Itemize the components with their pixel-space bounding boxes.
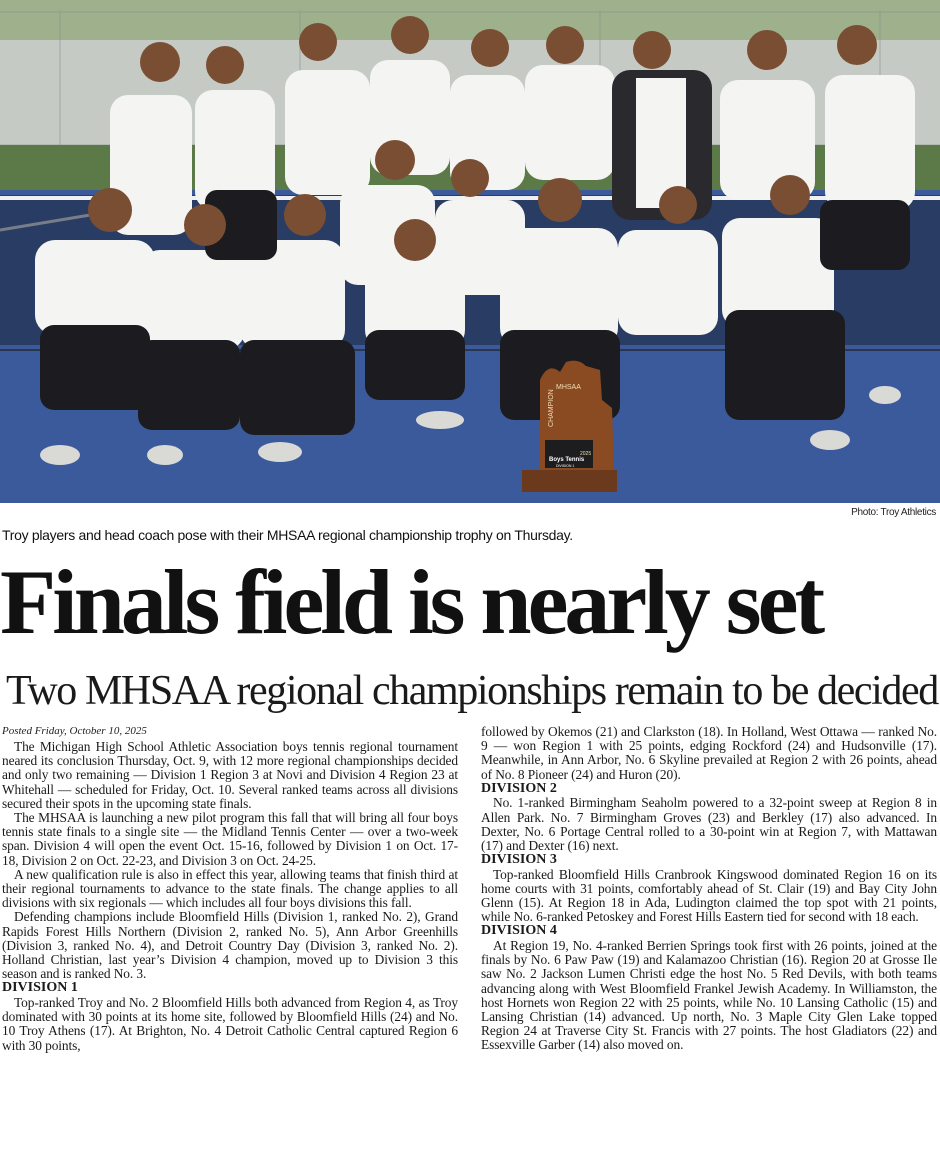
posted-date: Posted Friday, October 10, 2025 xyxy=(2,725,147,737)
body-paragraph: The Michigan High School Athletic Association boys tennis regional tournament neared its conclusion Thursday, Oct. 9, with 12 more regional championships decided and only two remaining — Division 1 Region 3 at Novi and Division 4 Region 23 at Whitehall — scheduled for Friday, Oct. 10. Several ranked teams across all divisions secured their spots in the upcoming state finals. xyxy=(2,739,458,811)
section-heading: DIVISION 2 xyxy=(481,780,557,796)
headline: Finals field is nearly set xyxy=(0,551,822,653)
section-heading: DIVISION 4 xyxy=(481,923,557,939)
body-paragraph: No. 1-ranked Birmingham Seaholm powered to a 32-point sweep at Region 8 in Allen Park. No. 7 Birmingham Groves (23) and Berkley (17) also advanced. In Dexter, No. 6 Portage Central rolled to a 30-point win at Region 7, with Mattawan (17) and Dexter (16) next. xyxy=(481,795,937,853)
trophy-sport-text: Boys Tennis xyxy=(549,457,585,463)
article-column-left xyxy=(2,740,458,1053)
body-paragraph: Top-ranked Bloomfield Hills Cranbrook Kingswood dominated Region 16 on its home courts with 31 points, comfortably ahead of St. Clair (19) and Bay City John Glenn (15). At Region 18 in Ada, Ludington claimed the top spot with 21 points, while No. 6-ranked Petoskey and Forest Hills Eastern tied for second with 18 each. xyxy=(481,866,937,925)
photo-caption: Troy players and head coach pose with their MHSAA regional championship trophy on Thursday. xyxy=(2,527,573,543)
trophy-division-text: DIVISION 1 xyxy=(556,464,575,468)
body-paragraph: A new qualification rule is also in effect this year, allowing teams that finish third at their regional tournaments to advance to the state finals. The change applies to all divisions with six regionals — which includes all four boys divisions this fall. xyxy=(2,866,458,911)
body-paragraph: Top-ranked Troy and No. 2 Bloomfield Hills both advanced from Region 4, as Troy dominated with 30 points at its home site, followed by Bloomfield Hills (24) and No. 10 Troy Athens (17). At Brighton, No. 4 Detroit Catholic Central captured Region 6 with 30 points, xyxy=(2,994,458,1053)
team-photo xyxy=(0,0,940,503)
trophy-title-text: CHAMPION xyxy=(548,389,555,427)
photo-credit: Photo: Troy Athletics xyxy=(851,507,936,518)
body-paragraph: The MHSAA is launching a new pilot program this fall that will bring all four boys tennis state finals to a single site — the Midland Tennis Center — over a two-week span. Division 4 will open the event Oct. 15-16, followed by Division 1 on Oct. 17-18, Division 2 on Oct. 22-23, and Division 3 on Oct. 24-25. xyxy=(2,810,458,868)
section-heading: DIVISION 1 xyxy=(2,980,78,996)
body-paragraph: Defending champions include Bloomfield Hills (Division 1, ranked No. 2), Grand Rapids Forest Hills Northern (Division 2, ranked No. 5), Ann Arbor Greenhills (Division 3, ranked No. 4), and Detroit Country Day (Division 3, ranked No. 2). Holland Christian, last year’s Division 4 champion, moved up to Division 3 this season and is ranked No. 3. xyxy=(2,909,458,982)
deck-subheadline: Two MHSAA regional championships remain to be decided xyxy=(6,668,938,714)
trophy-year-text: 2025 xyxy=(580,451,592,457)
body-paragraph: followed by Okemos (21) and Clarkston (18). In Holland, West Ottawa — ranked No. 9 — won Region 1 with 25 points, edging Rockford (24) and Hudsonville (17). Meanwhile, in Ann Arbor, No. 6 Skyline prevailed at Region 2 with 26 points, ahead of No. 8 Pioneer (24) and Huron (20). xyxy=(481,724,937,782)
article-column-right xyxy=(481,725,937,1053)
trophy-header-text: MHSAA xyxy=(556,384,581,391)
body-paragraph: At Region 19, No. 4-ranked Berrien Springs took first with 26 points, joined at the finals by No. 6 Paw Paw (19) and Kalamazoo Christian (16). Region 20 at Grosse Ile saw No. 2 Jackson Lumen Christi edge the host No. 5 Red Devils, with both teams advancing along with West Bloomfield Frankel Jewish Academy. In Williamston, the host Hornets won Region 22 with 25 points, while No. 10 Lansing Catholic (15) and Lansing Christian (14) advanced. Up north, No. 3 Maple City Glen Lake topped Region 24 at Traverse City St. Francis with 27 points. The host Gladiators (22) and Essexville Garber (14) also moved on. xyxy=(481,937,937,1053)
section-heading: DIVISION 3 xyxy=(481,852,557,868)
team-photo-illustration xyxy=(0,0,940,503)
